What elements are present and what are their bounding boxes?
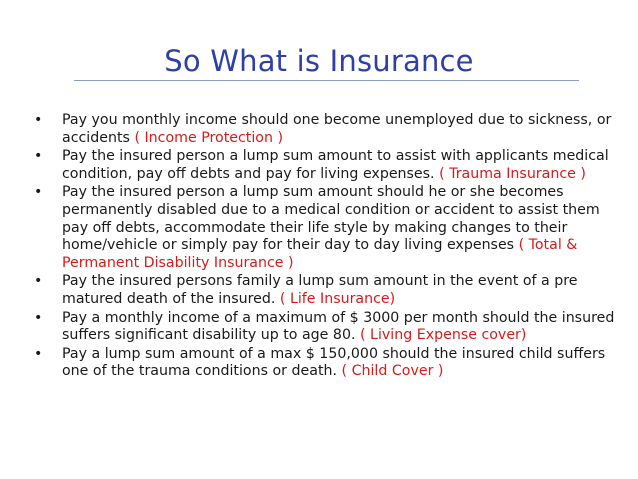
bullet-item-tpd-insurance [34, 184, 624, 272]
bullet-item-income-protection [34, 112, 624, 147]
bullet-icon: • [34, 309, 43, 326]
bullet-item-trauma-insurance [34, 148, 624, 183]
bullet-item-life-insurance [34, 273, 624, 308]
insurance-type-label: ( Total & Permanent Disability Insurance ) [62, 237, 578, 271]
bullet-text: Pay the insured persons family a lump sum amount in the event of a pre matured death of the insured. [62, 273, 578, 307]
insurance-type-label: ( Living Expense cover) [360, 327, 527, 344]
insurance-type-label: ( Life Insurance) [279, 290, 396, 307]
bullet-item-child-cover [34, 346, 624, 381]
bullet-text: Pay the insured person a lump sum amount should he or she becomes permanently disabled due to a medical condition or accident to assist them pay off debts, accommodate their life style by making changes to their home/vehicle or simply pay for their day to day living expenses [62, 184, 600, 254]
bullet-icon: • [34, 148, 43, 165]
bullet-icon: • [34, 184, 43, 201]
insurance-type-label: ( Child Cover ) [341, 363, 444, 380]
bullet-icon: • [34, 273, 43, 290]
insurance-type-label: ( Trauma Insurance ) [439, 165, 586, 182]
bullet-text: Pay a monthly income of a maximum of $ 3000 per month should the insured suffers significant disability up to age 80. [62, 309, 615, 344]
title-underline [74, 80, 579, 81]
bullet-icon: • [34, 345, 43, 362]
bullet-item-living-expense-cover [34, 310, 624, 345]
bullet-text: Pay the insured person a lump sum amount to assist with applicants medical condition, pay off debts and pay for living expenses. [62, 148, 609, 182]
bullet-list [34, 112, 624, 382]
bullet-text: Pay you monthly income should one become unemployed due to sickness, or accidents [62, 112, 612, 146]
slide-title: So What is Insurance [164, 44, 474, 78]
bullet-icon: • [34, 112, 43, 128]
bullet-text: Pay a lump sum amount of a max $ 150,000 should the insured child suffers one of the trauma conditions or death. [62, 345, 606, 380]
insurance-type-label: ( Income Protection ) [134, 129, 284, 146]
